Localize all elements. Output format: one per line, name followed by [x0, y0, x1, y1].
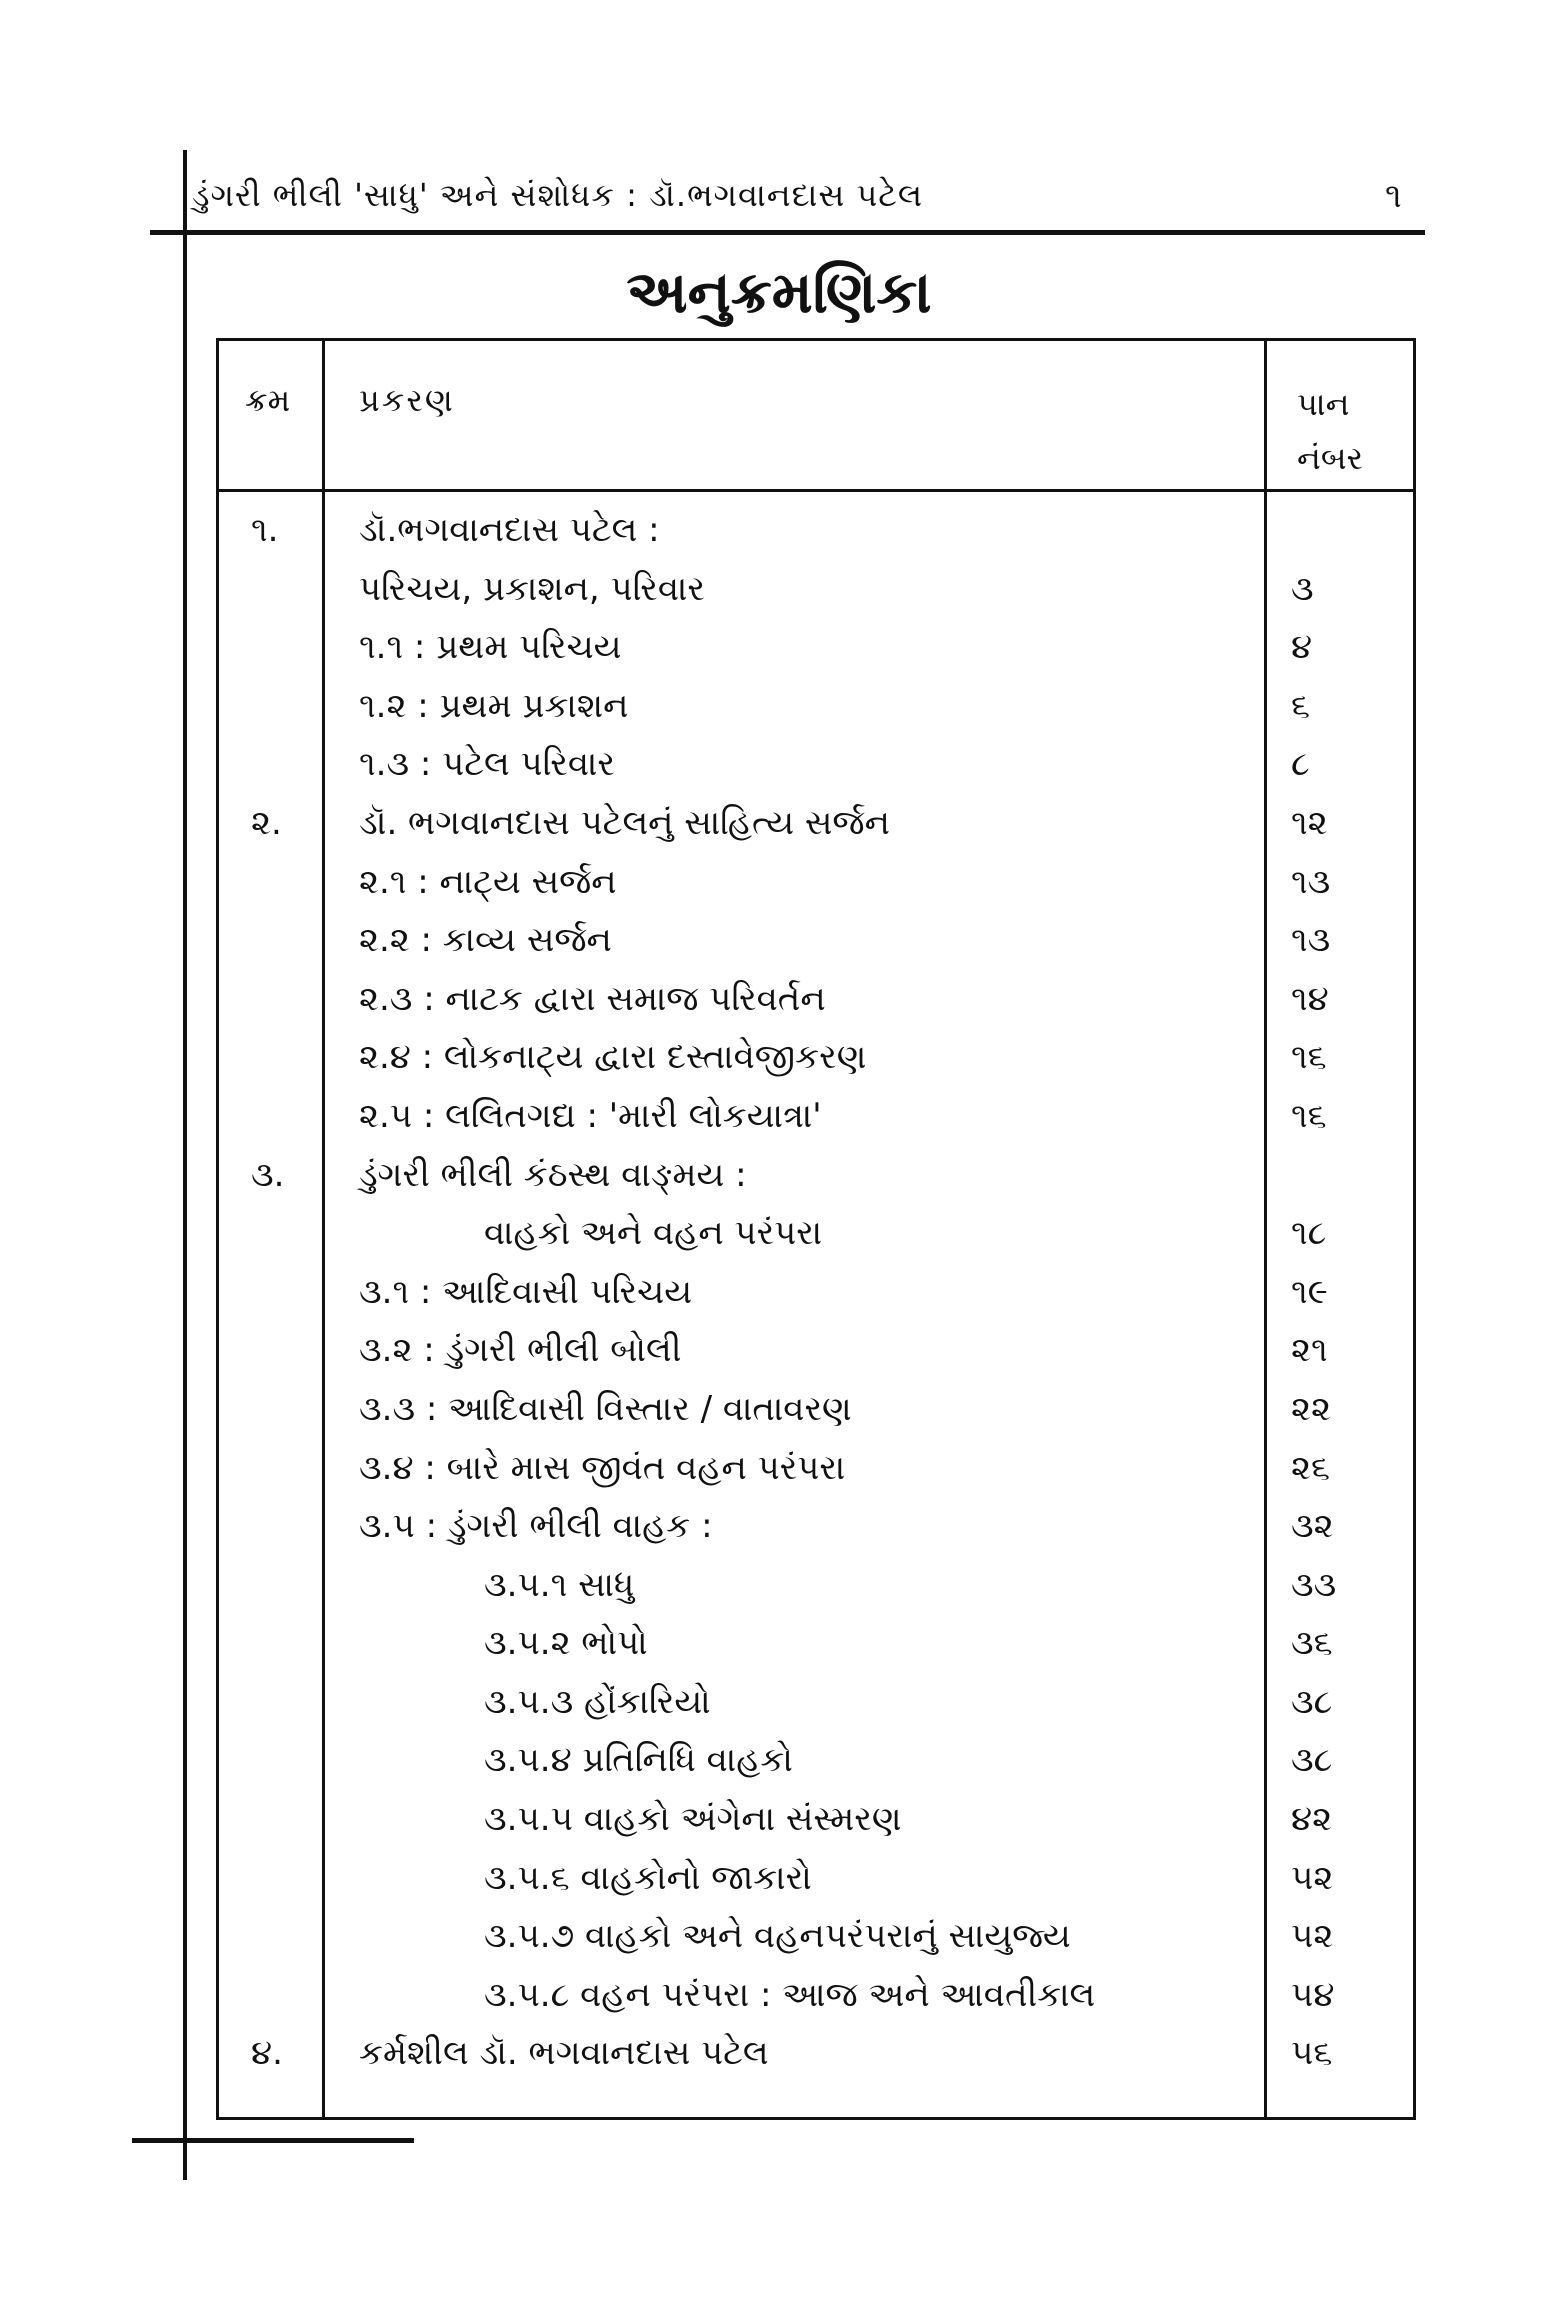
- toc-table: [216, 338, 1416, 2120]
- row-page: ૫૪: [1291, 1974, 1335, 2015]
- header-chapter: પ્રકરણ: [359, 381, 455, 419]
- table-row: [219, 501, 1413, 560]
- row-page: ૩: [1291, 568, 1314, 609]
- row-page: ૩૨: [1291, 1506, 1334, 1547]
- row-page: ૪: [1291, 627, 1313, 668]
- row-number: ૪.: [251, 2033, 283, 2074]
- row-page: ૧૮: [1291, 1213, 1327, 1254]
- row-title: ૩.૧ : આદિવાસી પરિચય: [359, 1271, 693, 1312]
- table-row: [219, 1028, 1413, 1087]
- row-page: ૧૬: [1291, 1037, 1327, 1078]
- table-row: [219, 1321, 1413, 1380]
- row-page: ૩૮: [1291, 1740, 1333, 1781]
- row-page: ૩૩: [1291, 1564, 1337, 1605]
- row-title: ડૉ.ભગવાનદાસ પટેલ :: [359, 510, 660, 550]
- row-page: ૩૮: [1291, 1681, 1333, 1722]
- table-row: [219, 1790, 1413, 1849]
- row-title: ૩.૫.૧ સાધુ: [484, 1564, 635, 1605]
- row-title: ૨.૪ : લોકનાટ્ય દ્વારા દસ્તાવેજીકરણ: [359, 1037, 867, 1078]
- row-page: ૪૨: [1291, 1799, 1333, 1840]
- row-number: ૨.: [251, 802, 282, 843]
- row-page: ૨૧: [1291, 1330, 1328, 1371]
- table-row: [219, 2024, 1413, 2083]
- row-title: ૨.૫ : લલિતગદ્ય : 'મારી લોકયાત્રા': [359, 1095, 822, 1136]
- row-page: ૩૬: [1291, 1623, 1333, 1664]
- row-title: ૩.૫.૩ હોંકારિયો: [484, 1681, 711, 1722]
- table-row: [219, 1380, 1413, 1439]
- table-row: [219, 1204, 1413, 1263]
- row-title: ૩.૪ : બારે માસ જીવંત વહન પરંપરા: [359, 1447, 846, 1488]
- table-row: [219, 1497, 1413, 1556]
- row-page: ૨૨: [1291, 1388, 1331, 1429]
- row-page: ૧૪: [1291, 978, 1329, 1019]
- row-title: ૧.૧ : પ્રથમ પરિચય: [359, 627, 622, 668]
- row-title: પરિચય, પ્રકાશન, પરિવાર: [359, 568, 705, 609]
- row-title: ૩.૫.૭ વાહકો અને વહનપરંપરાનું સાયુજ્ય: [484, 1916, 1071, 1957]
- row-page: ૧૬: [1291, 1095, 1327, 1136]
- row-title: ૩.૨ : ડુંગરી ભીલી બોલી: [359, 1330, 682, 1371]
- row-title: ૩.૩ : આદિવાસી વિસ્તાર / વાતાવરણ: [359, 1388, 852, 1429]
- table-row: [219, 618, 1413, 677]
- table-row: [219, 794, 1413, 853]
- row-page: ૮: [1291, 744, 1310, 785]
- toc-rows: [219, 501, 1413, 2083]
- table-row: [219, 853, 1413, 912]
- table-row: [219, 1731, 1413, 1790]
- row-page: ૧૩: [1291, 920, 1331, 961]
- row-page: ૧૩: [1291, 861, 1331, 902]
- table-row: [219, 1966, 1413, 2025]
- row-title: ૩.૫.૪ પ્રતિનિધિ વાહકો: [484, 1740, 793, 1781]
- table-row: [219, 1146, 1413, 1205]
- row-page: ૬: [1291, 685, 1311, 726]
- table-row: [219, 560, 1413, 619]
- row-page: ૫૨: [1291, 1857, 1334, 1898]
- table-row: [219, 677, 1413, 736]
- row-title: ૩.૫ : ડુંગરી ભીલી વાહક :: [359, 1506, 713, 1547]
- running-head: ડુંગરી ભીલી 'સાધુ' અને સંશોધક : ડૉ.ભગવાનદાસ પટેલ: [192, 176, 924, 214]
- table-row: [219, 970, 1413, 1029]
- row-title: ૧.૩ : પટેલ પરિવાર: [359, 744, 615, 785]
- row-title: ૧.૨ : પ્રથમ પ્રકાશન: [359, 685, 629, 726]
- row-page: ૧૨: [1291, 802, 1328, 843]
- row-title: ડૉ. ભગવાનદાસ પટેલનું સાહિત્ય સર્જન: [359, 802, 890, 843]
- table-row: [219, 1556, 1413, 1615]
- row-number: ૧.: [251, 510, 279, 550]
- table-row: [219, 1673, 1413, 1732]
- row-title: ડુંગરી ભીલી કંઠસ્થ વાઙ્મય :: [359, 1154, 747, 1195]
- table-row: [219, 1087, 1413, 1146]
- table-row: [219, 911, 1413, 970]
- table-row: [219, 1614, 1413, 1673]
- row-number: ૩.: [251, 1154, 285, 1195]
- page-number: ૧: [1385, 176, 1402, 216]
- row-title: કર્મશીલ ડૉ. ભગવાનદાસ પટેલ: [359, 2033, 769, 2074]
- row-title: વાહકો અને વહન પરંપરા: [484, 1213, 823, 1254]
- row-page: ૫૬: [1291, 2033, 1333, 2074]
- table-row: [219, 1907, 1413, 1966]
- row-page: ૧૯: [1291, 1271, 1328, 1312]
- row-title: ૨.૨ : કાવ્ય સર્જન: [359, 920, 612, 961]
- row-page: ૨૬: [1291, 1447, 1330, 1488]
- table-row: [219, 1439, 1413, 1498]
- page-title: અનુક્રમણિકા: [626, 258, 932, 326]
- header-page: પાન નંબર: [1297, 385, 1364, 477]
- header-number: ક્રમ: [245, 381, 291, 419]
- table-row: [219, 1849, 1413, 1908]
- header-rule: [150, 230, 1425, 235]
- margin-vertical-rule: [183, 150, 187, 2180]
- row-title: ૨.૧ : નાટ્ય સર્જન: [359, 861, 617, 902]
- row-title: ૩.૫.૬ વાહકોનો જાકારો: [484, 1857, 812, 1898]
- header-divider: [219, 489, 1413, 492]
- table-row: [219, 735, 1413, 794]
- row-title: ૩.૫.૫ વાહકો અંગેના સંસ્મરણ: [484, 1799, 902, 1840]
- footer-rule: [132, 2138, 414, 2143]
- row-title: ૩.૫.૮ વહન પરંપરા : આજ અને આવતીકાલ: [484, 1974, 1096, 2015]
- row-page: ૫૨: [1291, 1916, 1334, 1957]
- row-title: ૩.૫.૨ ભોપો: [484, 1623, 648, 1664]
- row-title: ૨.૩ : નાટક દ્વારા સમાજ પરિવર્તન: [359, 978, 826, 1019]
- table-row: [219, 1263, 1413, 1322]
